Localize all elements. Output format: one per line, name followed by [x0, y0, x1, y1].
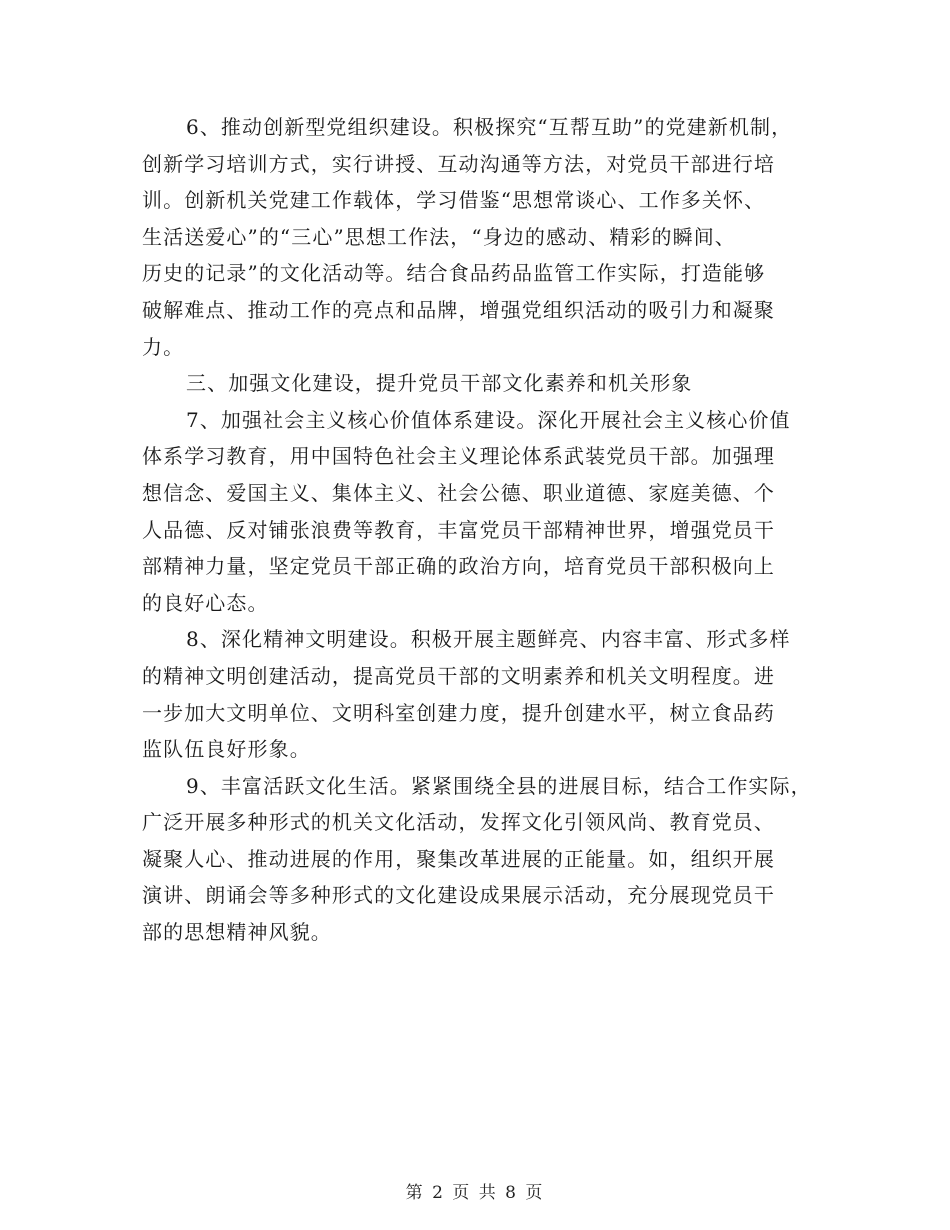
paragraph-8-line-1: 8、深化精神文明建设。积极开展主题鲜亮、内容丰富、形式多样: [186, 627, 791, 652]
page-number-footer: 第 2 页 共 8 页: [405, 1183, 545, 1203]
section-heading-3: 三、加强文化建设，提升党员干部文化素养和机关形象: [186, 371, 693, 396]
paragraph-6-line-6: 破解难点、推动工作的亮点和品牌，增强党组织活动的吸引力和凝聚: [142, 297, 775, 322]
paragraph-6-line-1: 6、推动创新型党组织建设。积极探究“互帮互助”的党建新机制，: [186, 115, 793, 139]
paragraph-8-line-3: 一步加大文明单位、文明科室创建力度，提升创建水平，树立食品药: [142, 700, 775, 725]
paragraph-6-line-2: 创新学习培训方式，实行讲授、互动沟通等方法，对党员干部进行培: [142, 151, 775, 176]
paragraph-7-line-1: 7、加强社会主义核心价值体系建设。深化开展社会主义核心价值: [186, 407, 791, 432]
paragraph-8-line-4: 监队伍良好形象。: [142, 737, 311, 762]
paragraph-9-line-4: 演讲、朗诵会等多种形式的文化建设成果展示活动，充分展现党员干: [142, 883, 775, 908]
paragraph-7-line-2: 体系学习教育，用中国特色社会主义理论体系武装党员干部。加强理: [142, 444, 775, 469]
paragraph-7-line-5: 部精神力量，坚定党员干部正确的政治方向，培育党员干部积极向上: [142, 554, 775, 579]
paragraph-9-line-1: 9、丰富活跃文化生活。紧紧围绕全县的进展目标，结合工作实际，: [186, 773, 812, 798]
paragraph-6-line-5: 历史的记录”的文化活动等。结合食品药品监管工作实际，打造能够: [142, 261, 766, 286]
paragraph-7-line-3: 想信念、爱国主义、集体主义、社会公德、职业道德、家庭美德、个: [142, 480, 775, 505]
paragraph-6-line-3: 训。创新机关党建工作载体，学习借鉴“思想常谈心、工作多关怀、: [142, 188, 766, 213]
paragraph-6-line-4: 生活送爱心”的“三心”思想工作法，“身边的感动、精彩的瞬间、: [142, 224, 736, 249]
paragraph-9-line-3: 凝聚人心、推动进展的作用，聚集改革进展的正能量。如，组织开展: [142, 846, 775, 871]
paragraph-7-line-4: 人品德、反对铺张浪费等教育，丰富党员干部精神世界，增强党员干: [142, 517, 775, 542]
paragraph-7-line-6: 的良好心态。: [142, 590, 269, 615]
paragraph-9-line-2: 广泛开展多种形式的机关文化活动，发挥文化引领风尚、教育党员、: [142, 810, 775, 835]
paragraph-8-line-2: 的精神文明创建活动，提高党员干部的文明素养和机关文明程度。进: [142, 663, 775, 688]
paragraph-9-line-5: 部的思想精神风貌。: [142, 920, 332, 945]
body-text: [142, 109, 822, 951]
paragraph-6-line-7: 力。: [142, 334, 185, 359]
